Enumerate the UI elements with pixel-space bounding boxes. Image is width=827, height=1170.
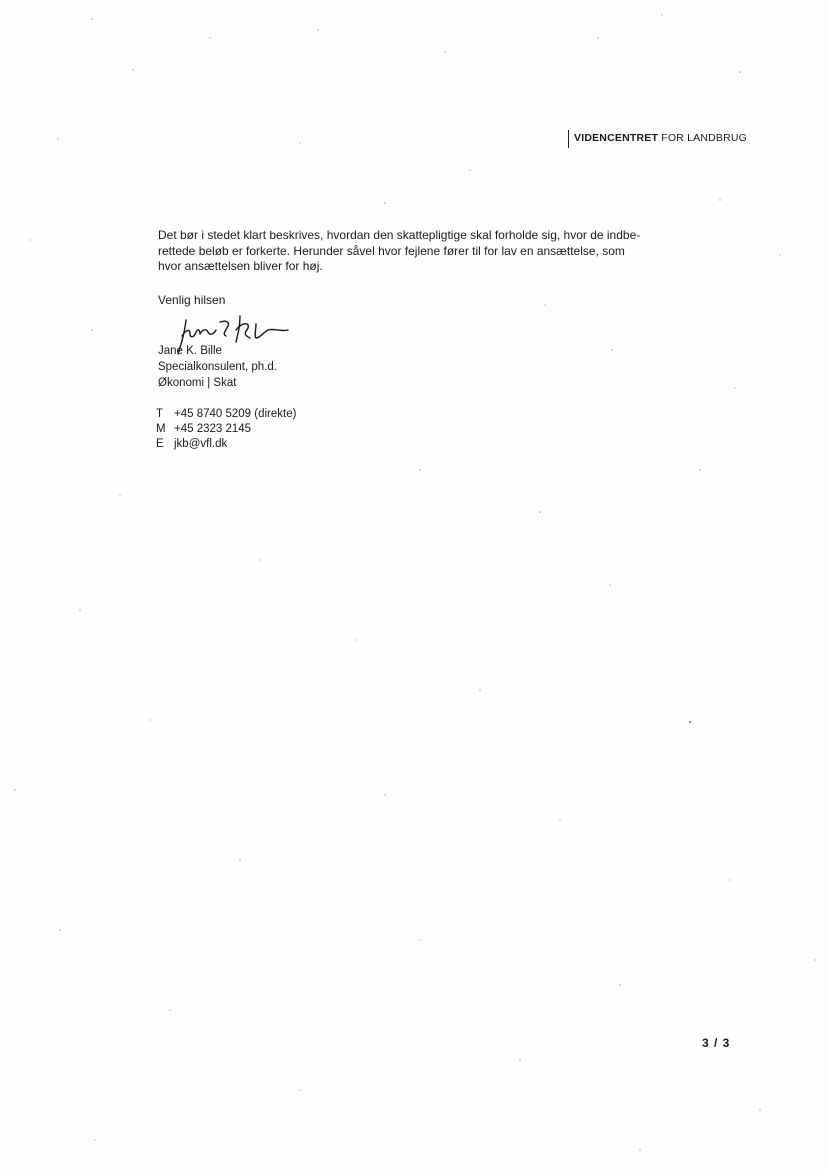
contact-list: [156, 407, 296, 452]
letterhead-org-rest: FOR LANDBRUG: [661, 132, 748, 144]
closing-greeting: Venlig hilsen: [158, 293, 226, 307]
contact-email-key: E: [156, 438, 164, 450]
body-line: hvor ansættelsen bliver for høj.: [158, 259, 323, 273]
sender-block: [158, 343, 277, 391]
contact-email: [156, 437, 296, 452]
contact-phone-key: T: [156, 408, 164, 420]
letterhead-org-bold: VIDENCENTRET: [574, 132, 659, 144]
contact-mobile-key: M: [156, 423, 166, 435]
contact-phone: [156, 407, 296, 422]
sender-title: Specialkonsulent, ph.d.: [158, 361, 277, 373]
contact-mobile-value: +45 2323 2145: [174, 423, 252, 435]
contact-mobile: [156, 422, 296, 437]
contact-email-value: jkb@vfl.dk: [174, 438, 228, 450]
body-line: rettede beløb er forkerte. Herunder såvel hvor fejlene fører til for lav en ansættelse, som: [158, 243, 625, 258]
sender-name: Jane K. Bille: [158, 345, 222, 357]
body-line: Det bør i stedet klart beskrives, hvordan den skattepligtige skal forholde sig, hvor de indbe-: [158, 228, 641, 242]
body-paragraph: [158, 228, 678, 275]
page-number: 3 / 3: [702, 1036, 731, 1050]
contact-phone-value: +45 8740 5209 (direkte): [174, 408, 297, 420]
sender-department: Økonomi | Skat: [158, 377, 237, 389]
letterhead: [568, 130, 747, 148]
